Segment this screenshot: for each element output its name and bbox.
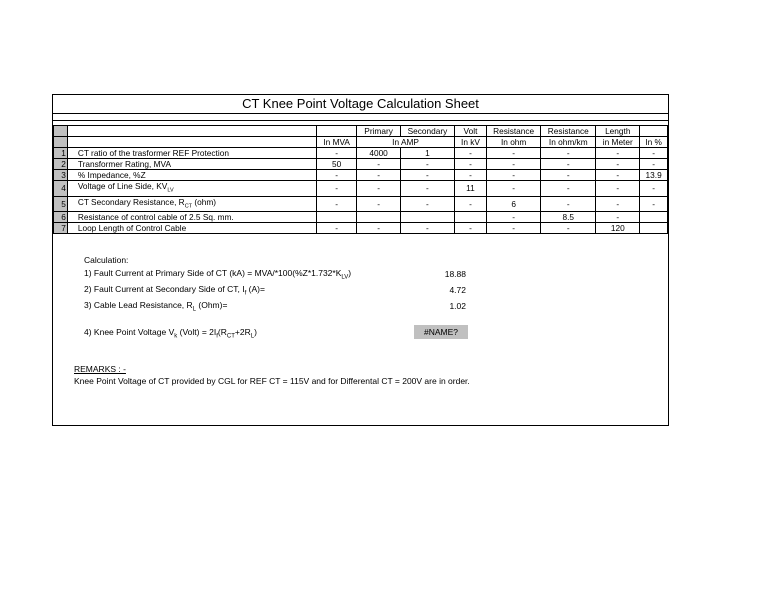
header-cell: Resistance [487,126,541,137]
table-cell[interactable]: 120 [596,223,640,234]
row-number-cell: 4 [54,181,68,197]
row-label-text: Loop Length of Control Cable [77,223,187,234]
table-cell[interactable]: - [487,223,541,234]
table-cell[interactable]: - [317,170,357,181]
table-cell[interactable]: - [487,212,541,223]
table-cell[interactable]: - [400,196,454,212]
row-label-sub: CT [184,203,193,210]
header-cell: In ohm/km [541,137,596,148]
table-cell[interactable]: - [541,196,596,212]
sheet-title: CT Knee Point Voltage Calculation Sheet [53,95,668,114]
table-cell[interactable]: - [454,196,486,212]
table-cell[interactable]: 8.5 [541,212,596,223]
table-cell[interactable]: - [454,223,486,234]
table-cell[interactable]: - [640,148,668,159]
table-row [54,148,668,159]
row-label-cell[interactable] [67,196,316,212]
table-cell[interactable]: - [317,148,357,159]
row-label-text: CT ratio of the trasformer REF Protection [77,148,229,158]
table-cell[interactable]: - [357,181,401,197]
header-cell: Resistance [541,126,596,137]
header-cell [317,126,357,137]
row-label-suffix: (ohm) [192,196,217,207]
row-label-sub: LV [167,187,174,194]
table-cell[interactable]: 11 [454,181,486,197]
row-number-cell: 3 [54,170,68,181]
table-cell[interactable]: - [541,223,596,234]
table-row [54,159,668,170]
header-cell: Length [596,126,640,137]
row-label-cell[interactable] [67,212,316,223]
row-label-text: Voltage of Line Side, KV [77,181,168,191]
row-label-cell[interactable] [67,159,316,170]
header-row [54,126,668,137]
table-cell[interactable] [454,212,486,223]
header-cell: In AMP [357,137,455,148]
table-cell[interactable]: - [541,181,596,197]
calculation-sheet [52,94,669,426]
table-cell[interactable]: - [640,181,668,197]
table-cell[interactable]: 50 [317,159,357,170]
row-label-text: % Impedance, %Z [77,170,146,180]
table-row [54,196,668,212]
calc-line-3: 3) Cable Lead Resistance, $R_L$ (Ohm)= [84,300,228,313]
header-cell [640,126,668,137]
table-cell[interactable]: 13.9 [640,170,668,181]
table-cell[interactable]: - [596,181,640,197]
table-cell[interactable] [640,212,668,223]
header-cell: in Meter [596,137,640,148]
table-row [54,170,668,181]
table-cell[interactable]: 4000 [357,148,401,159]
calc-value-1: 18.88 [444,269,466,279]
header-cell: In ohm [487,137,541,148]
table-cell[interactable]: - [487,159,541,170]
row-label-cell[interactable] [67,170,316,181]
calc-line-1: 1) Fault Current at Primary Side of CT (kA) = MVA/$*100(\%Z*1.732*K_{LV})$ [84,268,352,281]
table-cell[interactable]: - [400,170,454,181]
table-cell[interactable]: - [596,159,640,170]
row-label-cell[interactable] [67,223,316,234]
table-row [54,212,668,223]
table-cell[interactable]: - [357,223,401,234]
row-number-cell: 7 [54,223,68,234]
table-cell[interactable] [640,223,668,234]
row-label-text: CT Secondary Resistance, R [77,196,185,207]
calc-value-3: 1.02 [449,301,466,311]
table-cell[interactable]: - [317,223,357,234]
table-cell[interactable]: - [454,148,486,159]
table-cell[interactable]: - [596,148,640,159]
table-cell[interactable]: 1 [400,148,454,159]
table-cell[interactable]: - [487,148,541,159]
calc-line-4: 4) Knee Point Voltage $V_k$ (Volt) = $2I_f(R_{CT}+2R_L)$ [84,327,257,340]
table-cell[interactable]: - [541,170,596,181]
header-cell: Secondary [400,126,454,137]
table-cell[interactable]: - [541,159,596,170]
header-cell: Primary [357,126,401,137]
table-cell[interactable]: - [454,159,486,170]
header-label-cell [67,126,316,137]
table-cell[interactable]: - [596,196,640,212]
calc-value-2: 4.72 [449,285,466,295]
table-cell[interactable]: - [454,170,486,181]
remarks-text: Knee Point Voltage of CT provided by CGL for REF CT = 115V and for Differental CT = 200V are in order. [74,376,470,386]
remarks-heading: REMARKS : - [74,364,126,374]
table-cell[interactable]: - [487,181,541,197]
table-row [54,181,668,197]
blank-row [53,113,668,121]
table-cell[interactable]: - [400,223,454,234]
table-cell[interactable]: 6 [487,196,541,212]
header-row [54,137,668,148]
calc-heading: Calculation: [84,255,129,265]
table-cell[interactable]: - [640,196,668,212]
row-number-cell: 5 [54,196,68,212]
header-cell: In kV [454,137,486,148]
row-number-cell [54,126,68,137]
table-cell[interactable]: - [400,181,454,197]
row-number-cell: 1 [54,148,68,159]
header-cell: In MVA [317,137,357,148]
table-cell[interactable]: - [596,170,640,181]
table-cell[interactable]: - [357,196,401,212]
header-label-cell [67,137,316,148]
row-label-cell[interactable] [67,148,316,159]
header-cell: In % [640,137,668,148]
row-label-text: Resistance of control cable of 2.5 Sq. mm. [77,212,234,223]
table-cell[interactable]: - [487,170,541,181]
row-label-text: Transformer Rating, MVA [77,159,171,169]
row-number-cell [54,137,68,148]
table-cell[interactable]: - [317,196,357,212]
table-cell[interactable]: - [357,159,401,170]
calc-line-2: 2) Fault Current at Secondary Side of CT, $I_f$ (A)= [84,284,265,297]
table-cell[interactable]: - [596,212,640,223]
table-row [54,223,668,234]
table-cell[interactable]: - [541,148,596,159]
table-cell[interactable] [357,212,401,223]
table-cell[interactable] [400,212,454,223]
table-cell[interactable] [317,212,357,223]
data-table [53,125,668,234]
table-cell[interactable]: - [400,159,454,170]
row-label-cell[interactable] [67,181,316,197]
row-number-cell: 2 [54,159,68,170]
table-cell[interactable]: - [317,181,357,197]
row-number-cell: 6 [54,212,68,223]
table-cell[interactable]: - [357,170,401,181]
table-cell[interactable]: - [640,159,668,170]
error-cell[interactable]: #NAME? [414,325,468,339]
header-cell: Volt [454,126,486,137]
